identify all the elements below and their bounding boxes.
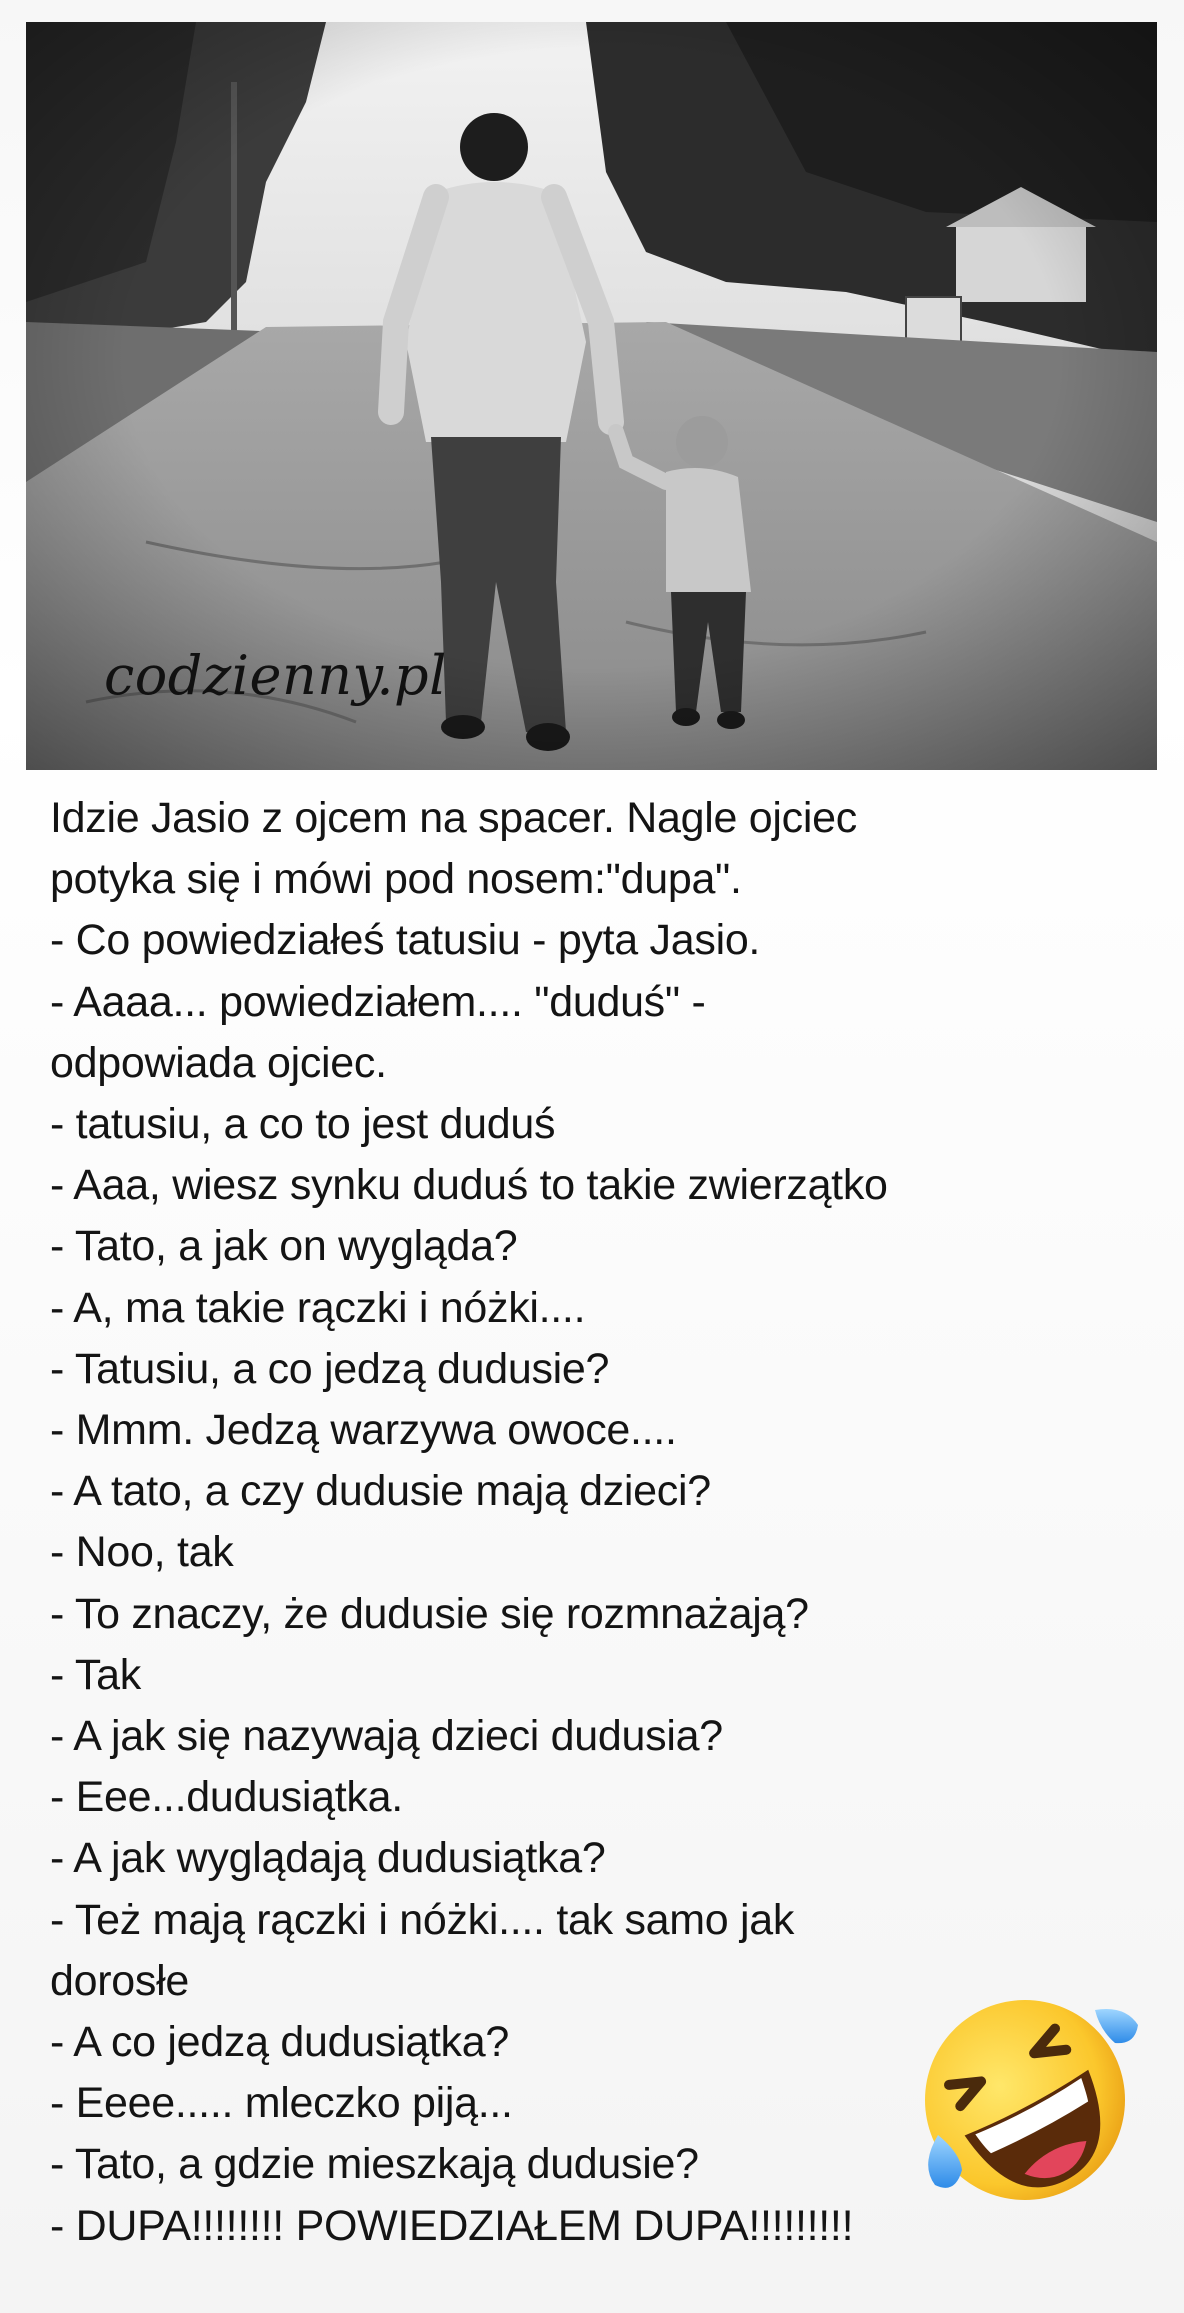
story-line: - Tatusiu, a co jedzą dudusie? [50,1344,610,1393]
story-line: - Tato, a gdzie mieszkają dudusie? [50,2140,699,2189]
story-line: - Aaaa... powiedziałem.... "duduś" - [50,977,706,1026]
story-line: - Mmm. Jedzą warzywa owoce.... [50,1406,677,1455]
story-line: - Eeee..... mleczko piją... [50,2079,513,2128]
story-line: - Noo, tak [50,1528,234,1577]
story-line: - A, ma takie rączki i nóżki.... [50,1283,586,1332]
watermark: codzienny.pl [104,644,447,707]
story-line: - A co jedzą dudusiątka? [50,2018,509,2067]
story-line: odpowiada ojciec. [50,1038,387,1087]
story-line: potyka się i mówi pod nosem:"dupa". [50,855,742,904]
story-line: dorosłe [50,1956,189,2005]
story-line: - tatusiu, a co to jest duduś [50,1100,556,1149]
story-line: - Aaa, wiesz synku duduś to takie zwierzątko [50,1161,888,1210]
story-line: - Tato, a jak on wygląda? [50,1222,518,1271]
story-line: - Co powiedziałeś tatusiu - pyta Jasio. [50,916,761,965]
father-son-photo [26,22,1157,770]
story-line: - A jak wyglądają dudusiątka? [50,1834,606,1883]
story-line: - Też mają rączki i nóżki.... tak samo jak [50,1895,795,1944]
story-line: - To znaczy, że dudusie się rozmnażają? [50,1589,809,1638]
story-line: - Tak [50,1650,141,1699]
story-line: - A tato, a czy dudusie mają dzieci? [50,1467,711,1516]
story-line: - DUPA!!!!!!!! POWIEDZIAŁEM DUPA!!!!!!!!! [50,2201,854,2250]
story-line: - A jak się nazywają dzieci dudusia? [50,1712,723,1761]
rolling-on-floor-laughing-icon [910,1985,1140,2215]
story-line: Idzie Jasio z ojcem na spacer. Nagle ojciec [50,794,857,842]
story-line: - Eee...dudusiątka. [50,1773,403,1822]
